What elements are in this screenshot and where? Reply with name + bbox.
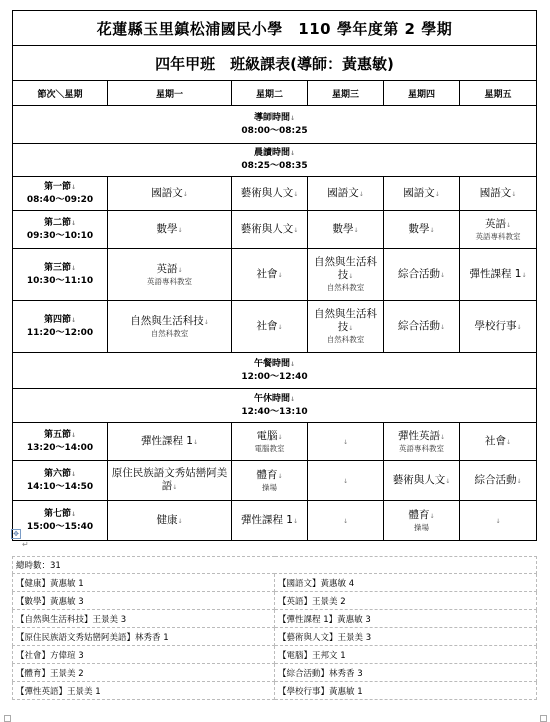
subject-name: 彈性課程 1 [240,513,293,526]
teacher-entry: 【彈性課程 1】黃惠敏 3 [275,610,537,628]
period-time: 08:40～09:20 [26,195,94,205]
class-cell: 藝術與人文↓ [384,461,460,501]
subject-name: 數學 [156,222,178,235]
subject-name: 國語文 [151,186,183,199]
teacher-entry: 【彈性英語】王景美 1 [13,682,275,700]
class-cell: 國語文↓ [460,177,537,211]
nap-time: 午休時間↓ 12:40～13:10 [13,389,537,423]
class-cell: 體育↓ 操場 [384,501,460,541]
subject-name: 國語文 [403,186,435,199]
classroom-name: 英語專科教室 [475,231,521,241]
morning-time-row [13,144,537,177]
period-time: 09:30～10:10 [26,231,94,241]
header-row [13,81,537,106]
teacher-row [13,610,537,628]
subject-name: 藝術與人文 [240,222,294,235]
subject-name: 學校行事 [474,319,517,332]
class-cell: 英語↓ 英語專科教室 [108,249,232,301]
classroom-name: 英語專科教室 [399,443,444,453]
period-row [13,177,537,211]
teacher-entry: 【社會】方偉瑄 3 [13,646,275,664]
teacher-entry: 【體育】王景美 2 [13,664,275,682]
class-cell: 數學↓ [108,211,232,249]
teacher-entry: 【數學】黃惠敏 3 [13,592,275,610]
class-cell: 學校行事↓ [460,301,537,353]
paragraph-mark-icon: ↵ [22,540,29,549]
total-hours: 總時數：31 [13,557,537,574]
class-cell: 綜合活動↓ [384,249,460,301]
subject-name: 數學 [332,222,354,235]
teacher-entry: 【綜合活動】林秀香 3 [275,664,537,682]
table-move-handle-icon[interactable]: ✥ [11,529,21,539]
class-cell: 自然與生活科技↓ 自然科教室 [108,301,232,353]
teacher-list [12,556,537,700]
class-cell: ↓ [308,423,384,461]
period-name: 第三節 [43,263,71,273]
classroom-name: 自然科教室 [326,283,365,292]
lunch-time: 午餐時間↓ 12:00～12:40 [13,353,537,389]
teacher-row [13,682,537,700]
subject-name: 藝術與人文 [240,186,294,199]
subject-name: 原住民族語文秀姑巒阿美語 [111,467,228,492]
class-cell: ↓ [308,461,384,501]
page-corner-marker [540,715,547,722]
teacher-row [13,574,537,592]
period-name: 第一節 [43,182,71,192]
subject-name: 國語文 [327,186,359,199]
subject-name: 綜合活動 [397,319,440,332]
subject-name: 體育 [256,468,278,481]
classroom-name: 英語專科教室 [147,276,192,286]
class-cell: 彈性課程 1↓ [108,423,232,461]
subject-name: 社會 [484,434,506,447]
class-cell: ↓ [308,501,384,541]
header-cell: 星期五 [460,81,537,106]
mentor-time-row [13,106,537,144]
subject-name: 社會 [256,267,278,280]
class-cell: 原住民族語文秀姑巒阿美語↓ [108,461,232,501]
subject-name: 社會 [256,319,278,332]
period-row [13,423,537,461]
period-name: 第五節 [43,430,71,440]
period-cell: 第七節↓ 15:00～15:40 [13,501,108,541]
subject-name: 國語文 [479,186,512,199]
class-cell: 社會↓ [232,301,308,353]
period-row [13,301,537,353]
period-cell: 第六節↓ 14:10～14:50 [13,461,108,501]
lunch-time-row [13,353,537,389]
class-cell: 健康↓ [108,501,232,541]
header-cell: 星期一 [108,81,232,106]
class-cell: 社會↓ [460,423,537,461]
subject-name: 自然與生活科技 [314,256,377,281]
page-corner-marker [4,715,11,722]
class-cell: 數學↓ [308,211,384,249]
period-cell: 第四節↓ 11:20～12:00 [13,301,108,353]
teacher-row [13,628,537,646]
header-cell: 星期四 [384,81,460,106]
header-cell: 節次＼星期 [13,81,108,106]
class-cell: 藝術與人文↓ [232,177,308,211]
teacher-row [13,592,537,610]
period-name: 第六節 [43,469,71,479]
subject-name: 電腦 [256,429,278,442]
classroom-name: 電腦教室 [254,443,285,453]
period-name: 第七節 [43,509,71,519]
class-cell: 自然與生活科技↓ 自然科教室 [308,301,384,353]
class-cell: ↓ [460,501,537,541]
subject-name: 自然與生活科技 [130,314,204,327]
class-cell: 自然與生活科技↓ 自然科教室 [308,249,384,301]
class-cell: 社會↓ [232,249,308,301]
subject-name: 綜合活動 [397,267,440,280]
classroom-name: 操場 [262,482,277,492]
timetable [12,10,537,541]
period-cell: 第一節↓ 08:40～09:20 [13,177,108,211]
teacher-entry: 【電腦】王邦文 1 [275,646,537,664]
period-name: 第四節 [43,315,71,325]
subject-name: 綜合活動 [474,473,517,486]
teacher-entry: 【學校行事】黃惠敏 1 [275,682,537,700]
subject-name: 英語 [484,217,506,230]
period-time: 10:30～11:10 [26,276,94,286]
period-time: 15:00～15:40 [26,522,94,532]
period-row [13,461,537,501]
period-cell: 第二節↓ 09:30～10:10 [13,211,108,249]
subject-name: 體育 [408,508,430,521]
morning-time: 晨讀時間↓ 08:25～08:35 [13,144,537,177]
header-cell: 星期三 [308,81,384,106]
teacher-entry: 【自然與生活科技】王景美 3 [13,610,275,628]
subject-name: 數學 [408,222,430,235]
class-cell: 彈性課程 1↓ [232,501,308,541]
subject-name: 英語 [156,262,178,275]
period-time: 11:20～12:00 [26,328,94,338]
teacher-entry: 【英語】王景美 2 [275,592,537,610]
class-cell: 彈性課程 1↓ [460,249,537,301]
class-cell: 國語文↓ [384,177,460,211]
period-name: 第二節 [43,218,71,228]
classroom-name: 操場 [414,522,429,532]
period-row [13,249,537,301]
teacher-row [13,664,537,682]
class-title: 四年甲班 班級課表(導師：黃惠敏) [13,46,537,81]
subject-name: 彈性課程 1 [469,267,522,280]
class-cell: 綜合活動↓ [384,301,460,353]
period-time: 14:10～14:50 [26,482,94,492]
class-cell: 數學↓ [384,211,460,249]
subject-name: 彈性課程 1 [140,434,193,447]
classroom-name: 自然科教室 [326,335,365,344]
mentor-time: 導師時間↓ 08:00～08:25 [13,106,537,144]
classroom-name: 自然科教室 [150,328,189,338]
class-cell: 綜合活動↓ [460,461,537,501]
class-cell: 英語↓ 英語專科教室 [460,211,537,249]
timetable-sheet [12,10,536,541]
subject-name: 健康 [156,513,178,526]
class-cell: 體育↓ 操場 [232,461,308,501]
class-cell: 國語文↓ [308,177,384,211]
header-cell: 星期二 [232,81,308,106]
class-cell: 彈性英語↓ 英語專科教室 [384,423,460,461]
period-row [13,211,537,249]
school-title: 花蓮縣玉里鎮松浦國民小學 110 學年度第 2 學期 [13,11,537,46]
subject-name: 彈性英語 [397,429,440,442]
teacher-row [13,646,537,664]
nap-time-row [13,389,537,423]
period-cell: 第三節↓ 10:30～11:10 [13,249,108,301]
period-cell: 第五節↓ 13:20～14:00 [13,423,108,461]
subject-name: 自然與生活科技 [314,308,377,333]
class-cell: 藝術與人文↓ [232,211,308,249]
class-cell: 電腦↓ 電腦教室 [232,423,308,461]
period-time: 13:20～14:00 [26,443,94,453]
class-cell: 國語文↓ [108,177,232,211]
subject-name: 藝術與人文 [392,473,446,486]
teacher-entry: 【國語文】黃惠敏 4 [275,574,537,592]
teacher-entry: 【健康】黃惠敏 1 [13,574,275,592]
teacher-entry: 【原住民族語文秀姑巒阿美語】林秀香 1 [13,628,275,646]
teacher-entry: 【藝術與人文】王景美 3 [275,628,537,646]
period-row [13,501,537,541]
